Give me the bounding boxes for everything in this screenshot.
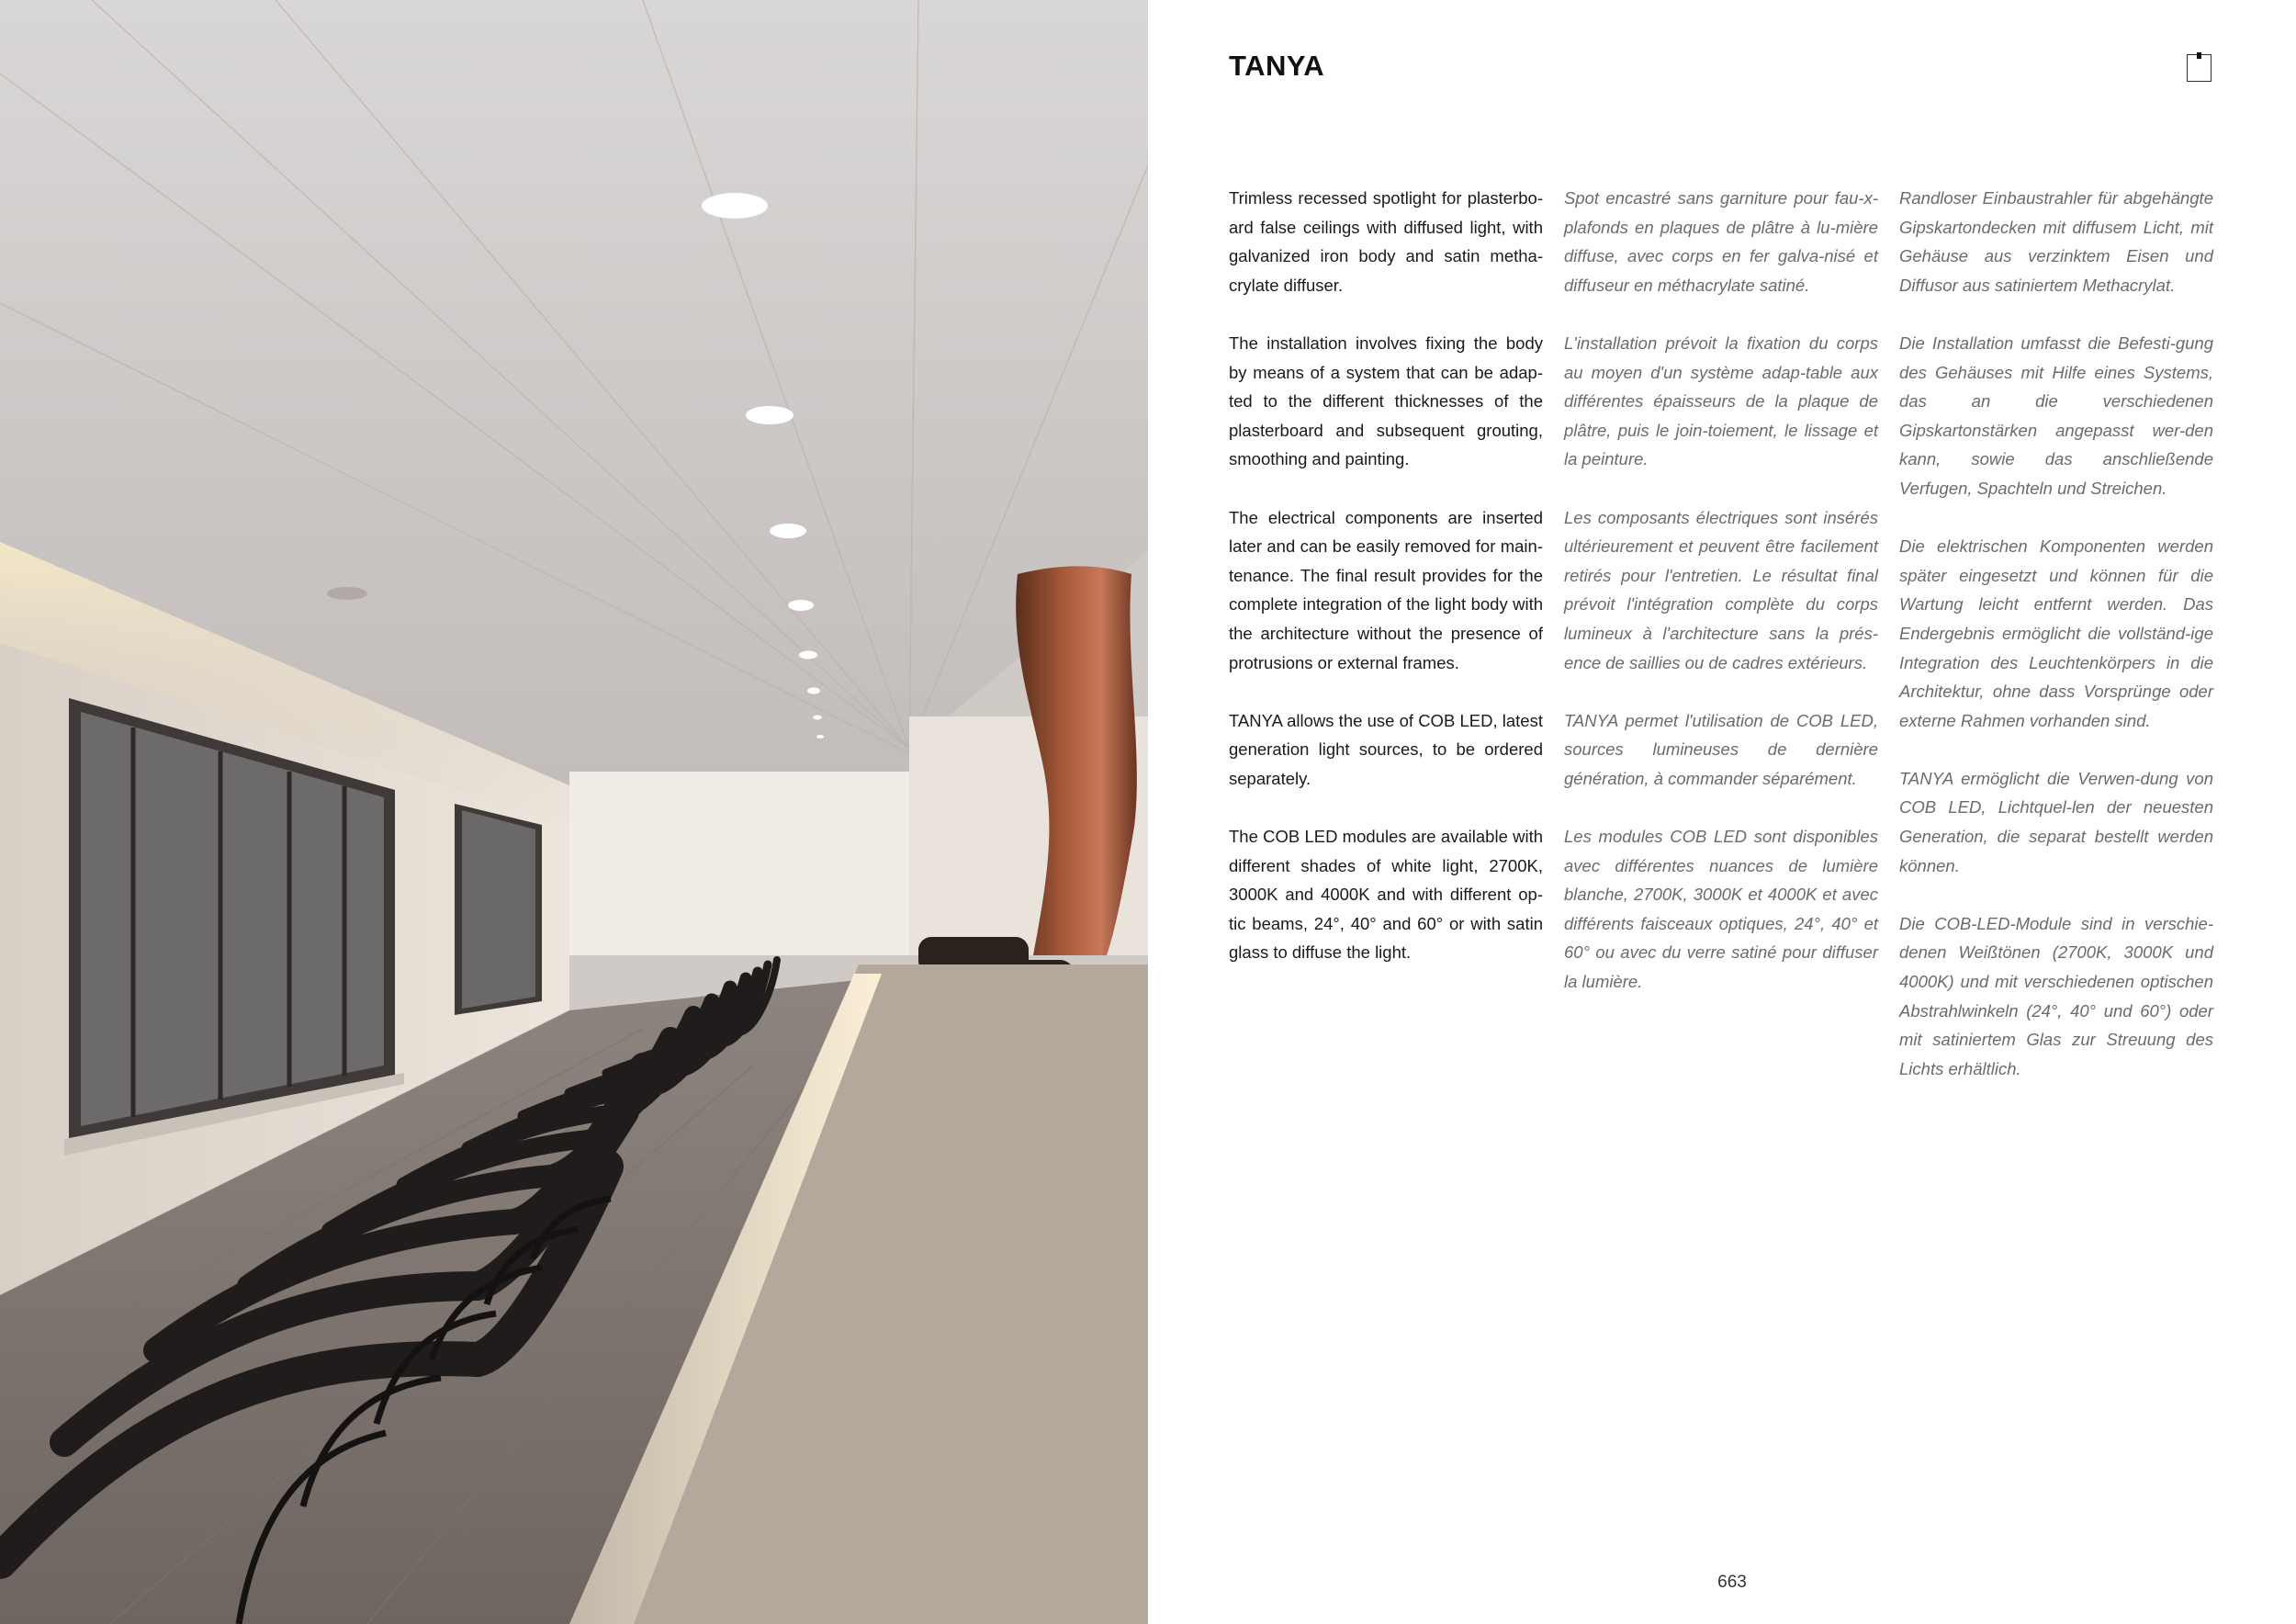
french-paragraph: L'installation prévoit la fixation du corps au moyen d'un système adap-table aux différentes épaisseurs de la plaque de plâtre, puis le join-toiement, le lissage et la peinture.	[1564, 333, 1878, 469]
german-paragraph: Die elektrischen Komponenten werden später eingesetzt und können für die Wartung leicht entfernt werden. Das Endergebnis ermöglicht die vollständ-ige Integration des Leuchtenkörpers in die Architektur, ohne dass Vorsprünge oder externe Rahmen vorhanden sind.	[1899, 536, 2213, 730]
bookmark-tab	[2197, 52, 2201, 59]
english-paragraph: The electrical components are inserted later and can be easily removed for main-tenance. The final result provides for the complete integration of the light body with the architecture without the presence of protrusions or external frames.	[1229, 507, 1543, 672]
french-paragraph: TANYA permet l'utilisation de COB LED, sources lumineuses de dernière génération, à commander séparément.	[1564, 710, 1878, 788]
bookmark-icon[interactable]	[2187, 54, 2212, 82]
english-paragraph: The installation involves fixing the body by means of a system that can be adap-ted to the different thicknesses of the plasterboard and subsequent grouting, smoothing and painting.	[1229, 333, 1543, 469]
page-number: 663	[1717, 1573, 1747, 1592]
german-column	[1899, 184, 2213, 1112]
french-paragraph: Spot encastré sans garniture pour fau-x-plafonds en plaques de plâtre à lu-mière diffuse, avec corps en fer galva-nisé et diffuseur en méthacrylate satiné.	[1564, 188, 1878, 295]
english-paragraph: Trimless recessed spotlight for plasterbo-ard false ceilings with diffused light, with galvanized iron body and satin metha-crylate diffuser.	[1229, 188, 1543, 295]
german-paragraph: TANYA ermöglicht die Verwen-dung von COB LED, Lichtquel-len der neuesten Generation, die separat bestellt werden können.	[1899, 768, 2213, 875]
german-paragraph: Die Installation umfasst die Befesti-gung des Gehäuses mit Hilfe eines Systems, das an die verschiedenen Gipskartonstärken angepasst wer-den kann, sowie das anschließende Verfugen, Spachteln und Streichen.	[1899, 333, 2213, 498]
english-column	[1229, 184, 1543, 997]
french-column	[1564, 184, 1878, 1025]
english-paragraph: TANYA allows the use of COB LED, latest generation light sources, to be ordered separately.	[1229, 710, 1543, 788]
german-paragraph: Randloser Einbaustrahler für abgehängte Gipskartondecken mit diffusem Licht, mit Gehäuse aus verzinktem Eisen und Diffusor aus satiniertem Methacrylat.	[1899, 188, 2213, 295]
french-paragraph: Les modules COB LED sont disponibles avec différentes nuances de lumière blanche, 2700K, 3000K et 4000K et avec différents faisceaux optiques, 24°, 40° et 60° ou avec du verre satiné pour diffuser la lumière.	[1564, 827, 1878, 992]
german-paragraph: Die COB-LED-Module sind in verschie-denen Weißtönen (2700K, 3000K und 4000K) und mit verschiedenen optischen Abstrahlwinkeln (24°, 40° und 60°) oder mit satiniertem Glas zur Streuung des Lichts erhältlich.	[1899, 913, 2213, 1078]
page-title: TANYA	[1229, 50, 1325, 82]
french-paragraph: Les composants électriques sont insérés ultérieurement et peuvent être facilement retirés pour l'entretien. Le résultat final prévoit l'intégration complète du corps lumineux à l'architecture sans la prés-ence de saillies ou de cadres extérieurs.	[1564, 507, 1878, 672]
english-paragraph: The COB LED modules are available with different shades of white light, 2700K, 3000K and 4000K and with different op-tic beams, 24°, 40° and 60° or with satin glass to diffuse the light.	[1229, 827, 1543, 963]
